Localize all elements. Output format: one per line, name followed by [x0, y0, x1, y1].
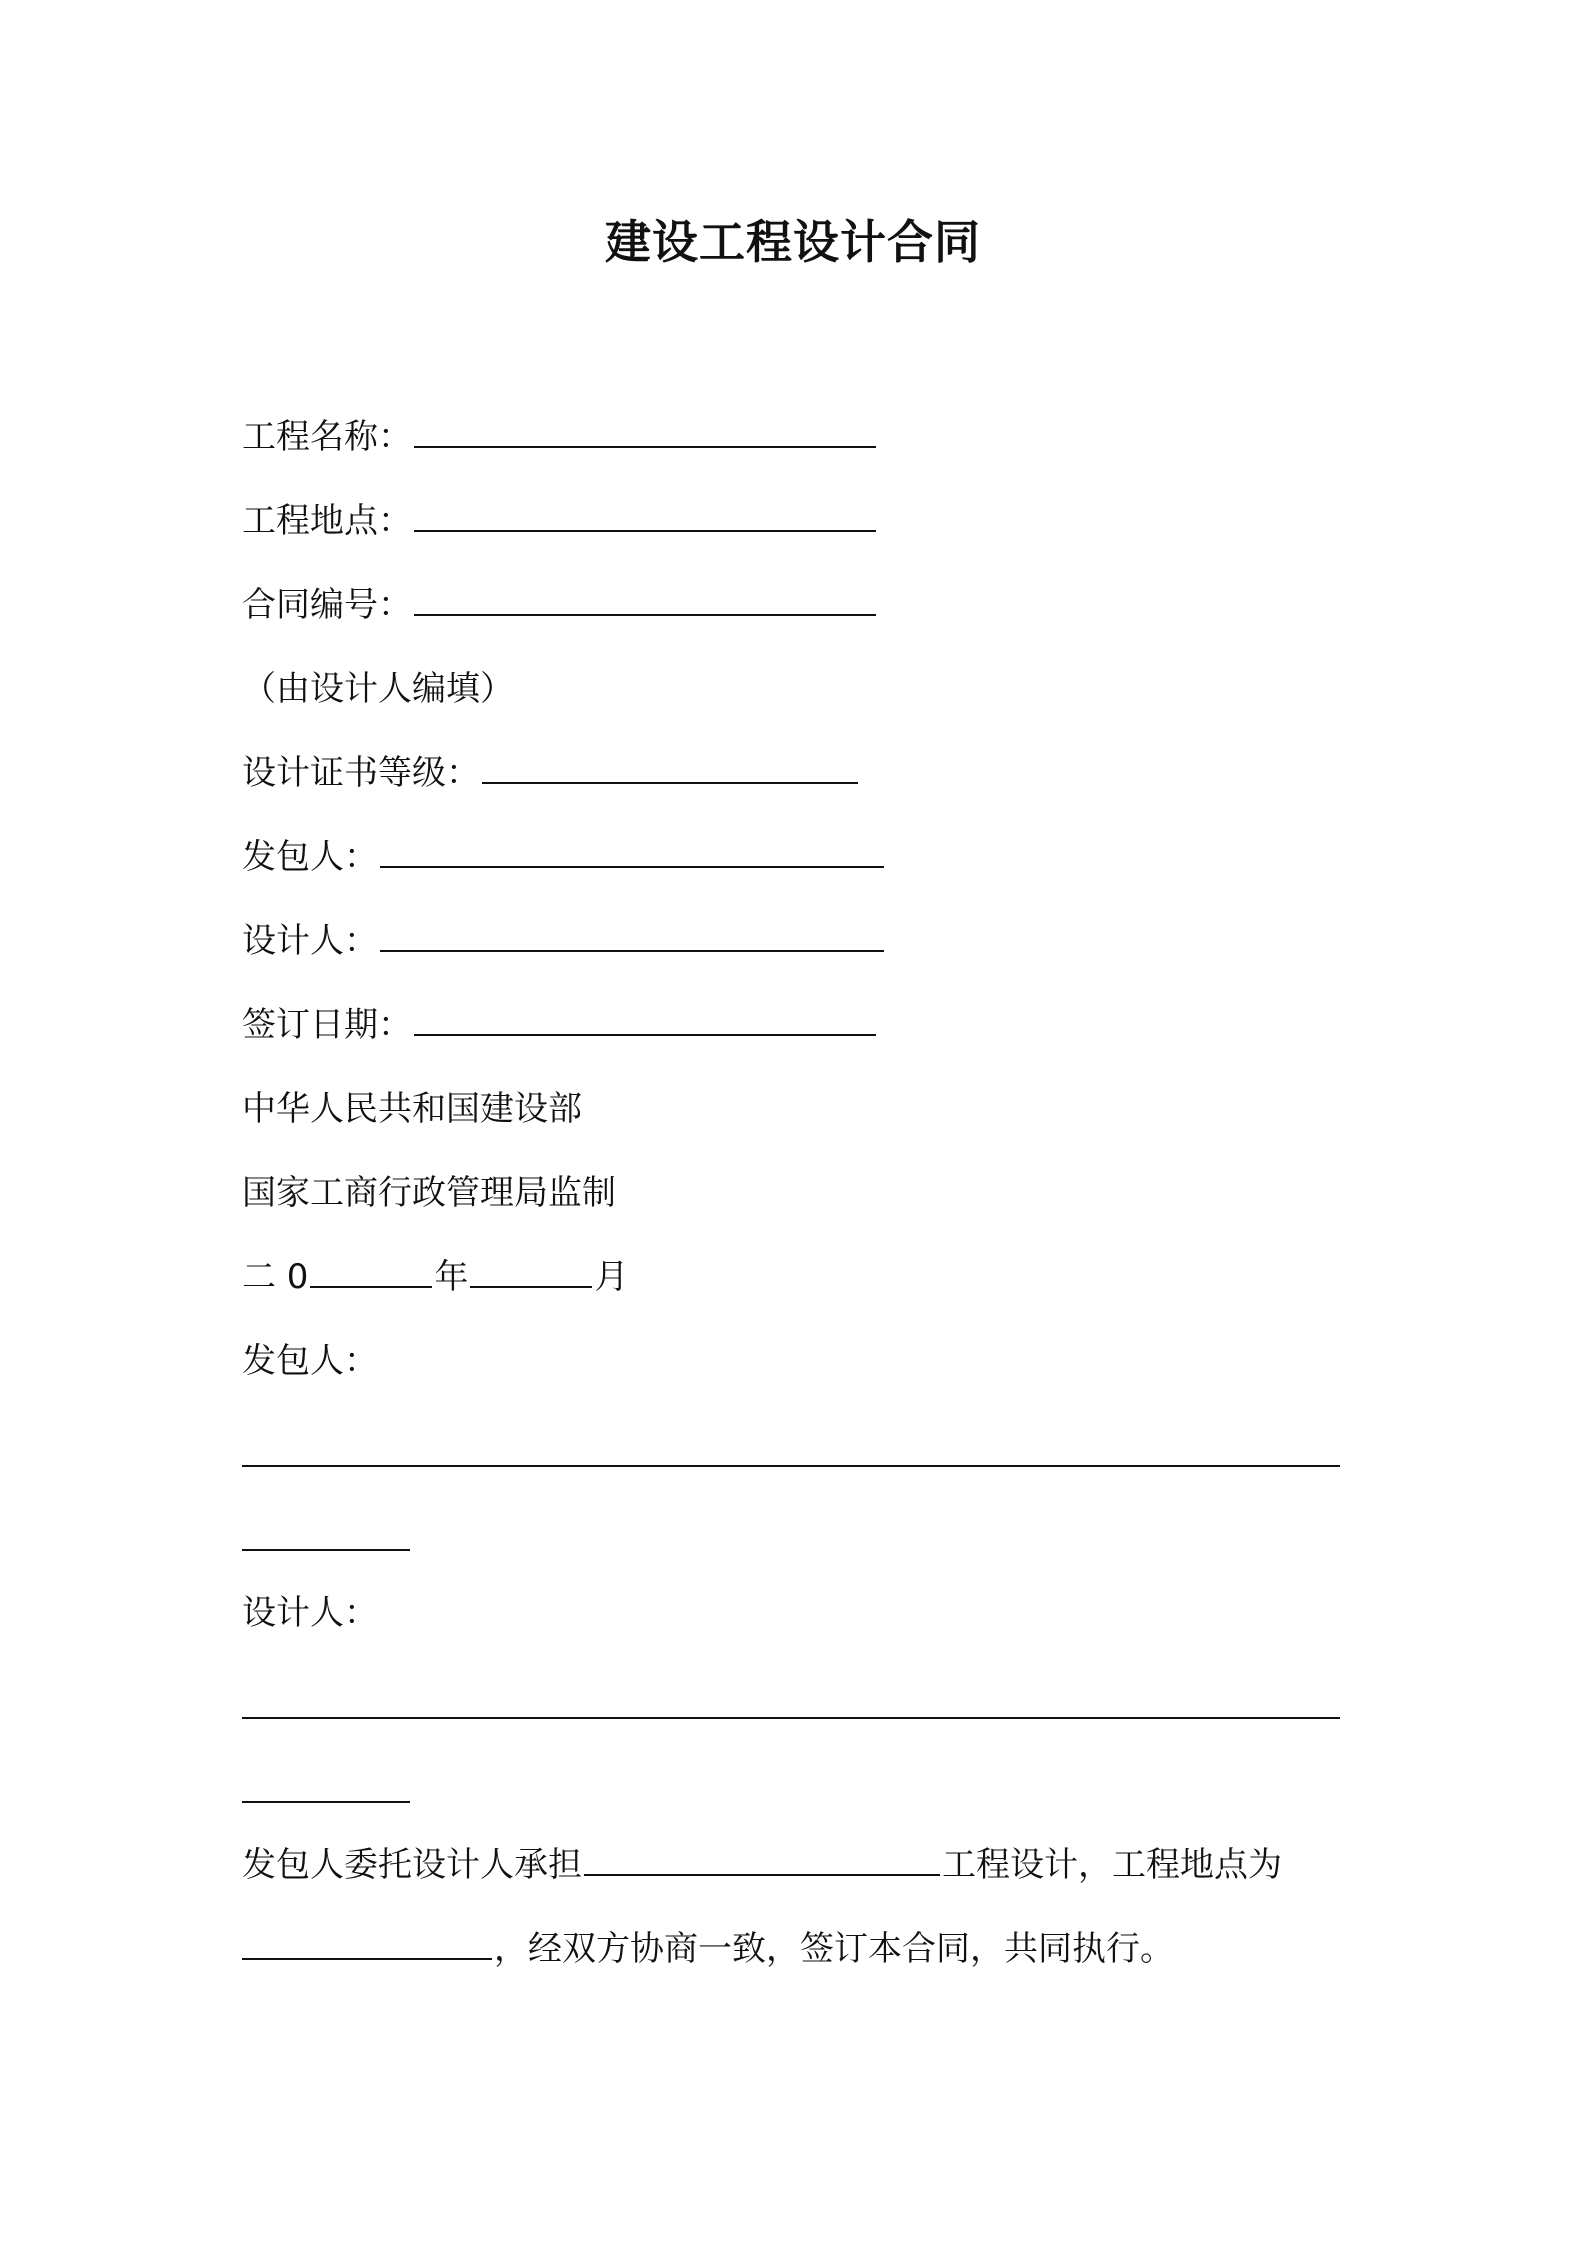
month-field[interactable]	[470, 1254, 592, 1288]
year-label: 年	[434, 1257, 469, 1297]
party-designer-field-line2[interactable]	[242, 1801, 410, 1803]
client-row	[242, 834, 886, 880]
party-designer-field-line1[interactable]	[242, 1717, 1340, 1719]
designer-field[interactable]	[380, 918, 884, 952]
body-project-field[interactable]	[584, 1842, 940, 1876]
contract-number-row	[242, 582, 878, 628]
certificate-grade-label: 设计证书等级：	[242, 753, 480, 793]
signing-date-field[interactable]	[414, 1002, 876, 1036]
document-title: 建设工程设计合同	[605, 215, 981, 269]
body-sentence-part3: ，经双方协商一致，签订本合同，共同执行。	[494, 1929, 1174, 1969]
project-location-label: 工程地点：	[242, 501, 412, 541]
body-sentence-part1: 发包人委托设计人承担	[242, 1845, 582, 1885]
body-location-field[interactable]	[242, 1926, 492, 1960]
project-location-field[interactable]	[414, 498, 876, 532]
date-row	[242, 1254, 628, 1300]
issuer-line-1: 中华人民共和国建设部	[242, 1089, 582, 1129]
signing-date-label: 签订日期：	[242, 1005, 412, 1045]
body-sentence-part2: 工程设计，工程地点为	[942, 1845, 1282, 1885]
month-label: 月	[594, 1257, 629, 1297]
contract-number-label: 合同编号：	[242, 585, 412, 625]
certificate-grade-row	[242, 750, 860, 796]
contract-number-field[interactable]	[414, 582, 876, 616]
contract-number-note: （由设计人编填）	[242, 669, 514, 709]
client-field[interactable]	[380, 834, 884, 868]
party-client-label: 发包人：	[242, 1341, 378, 1381]
designer-label: 设计人：	[242, 921, 378, 961]
signing-date-row	[242, 1002, 878, 1048]
body-sentence-line2	[242, 1926, 1174, 1972]
party-client-field-line1[interactable]	[242, 1465, 1340, 1467]
project-name-row	[242, 414, 878, 460]
project-location-row	[242, 498, 878, 544]
party-designer-label: 设计人：	[242, 1593, 378, 1633]
project-name-field[interactable]	[414, 414, 876, 448]
body-sentence-line1	[242, 1842, 1282, 1888]
certificate-grade-field[interactable]	[482, 750, 858, 784]
issuer-line-2: 国家工商行政管理局监制	[242, 1173, 616, 1213]
date-prefix: 二 0	[242, 1257, 309, 1297]
party-client-field-line2[interactable]	[242, 1549, 410, 1551]
designer-row	[242, 918, 886, 964]
client-label: 发包人：	[242, 837, 378, 877]
project-name-label: 工程名称：	[242, 417, 412, 457]
year-field[interactable]	[310, 1254, 432, 1288]
